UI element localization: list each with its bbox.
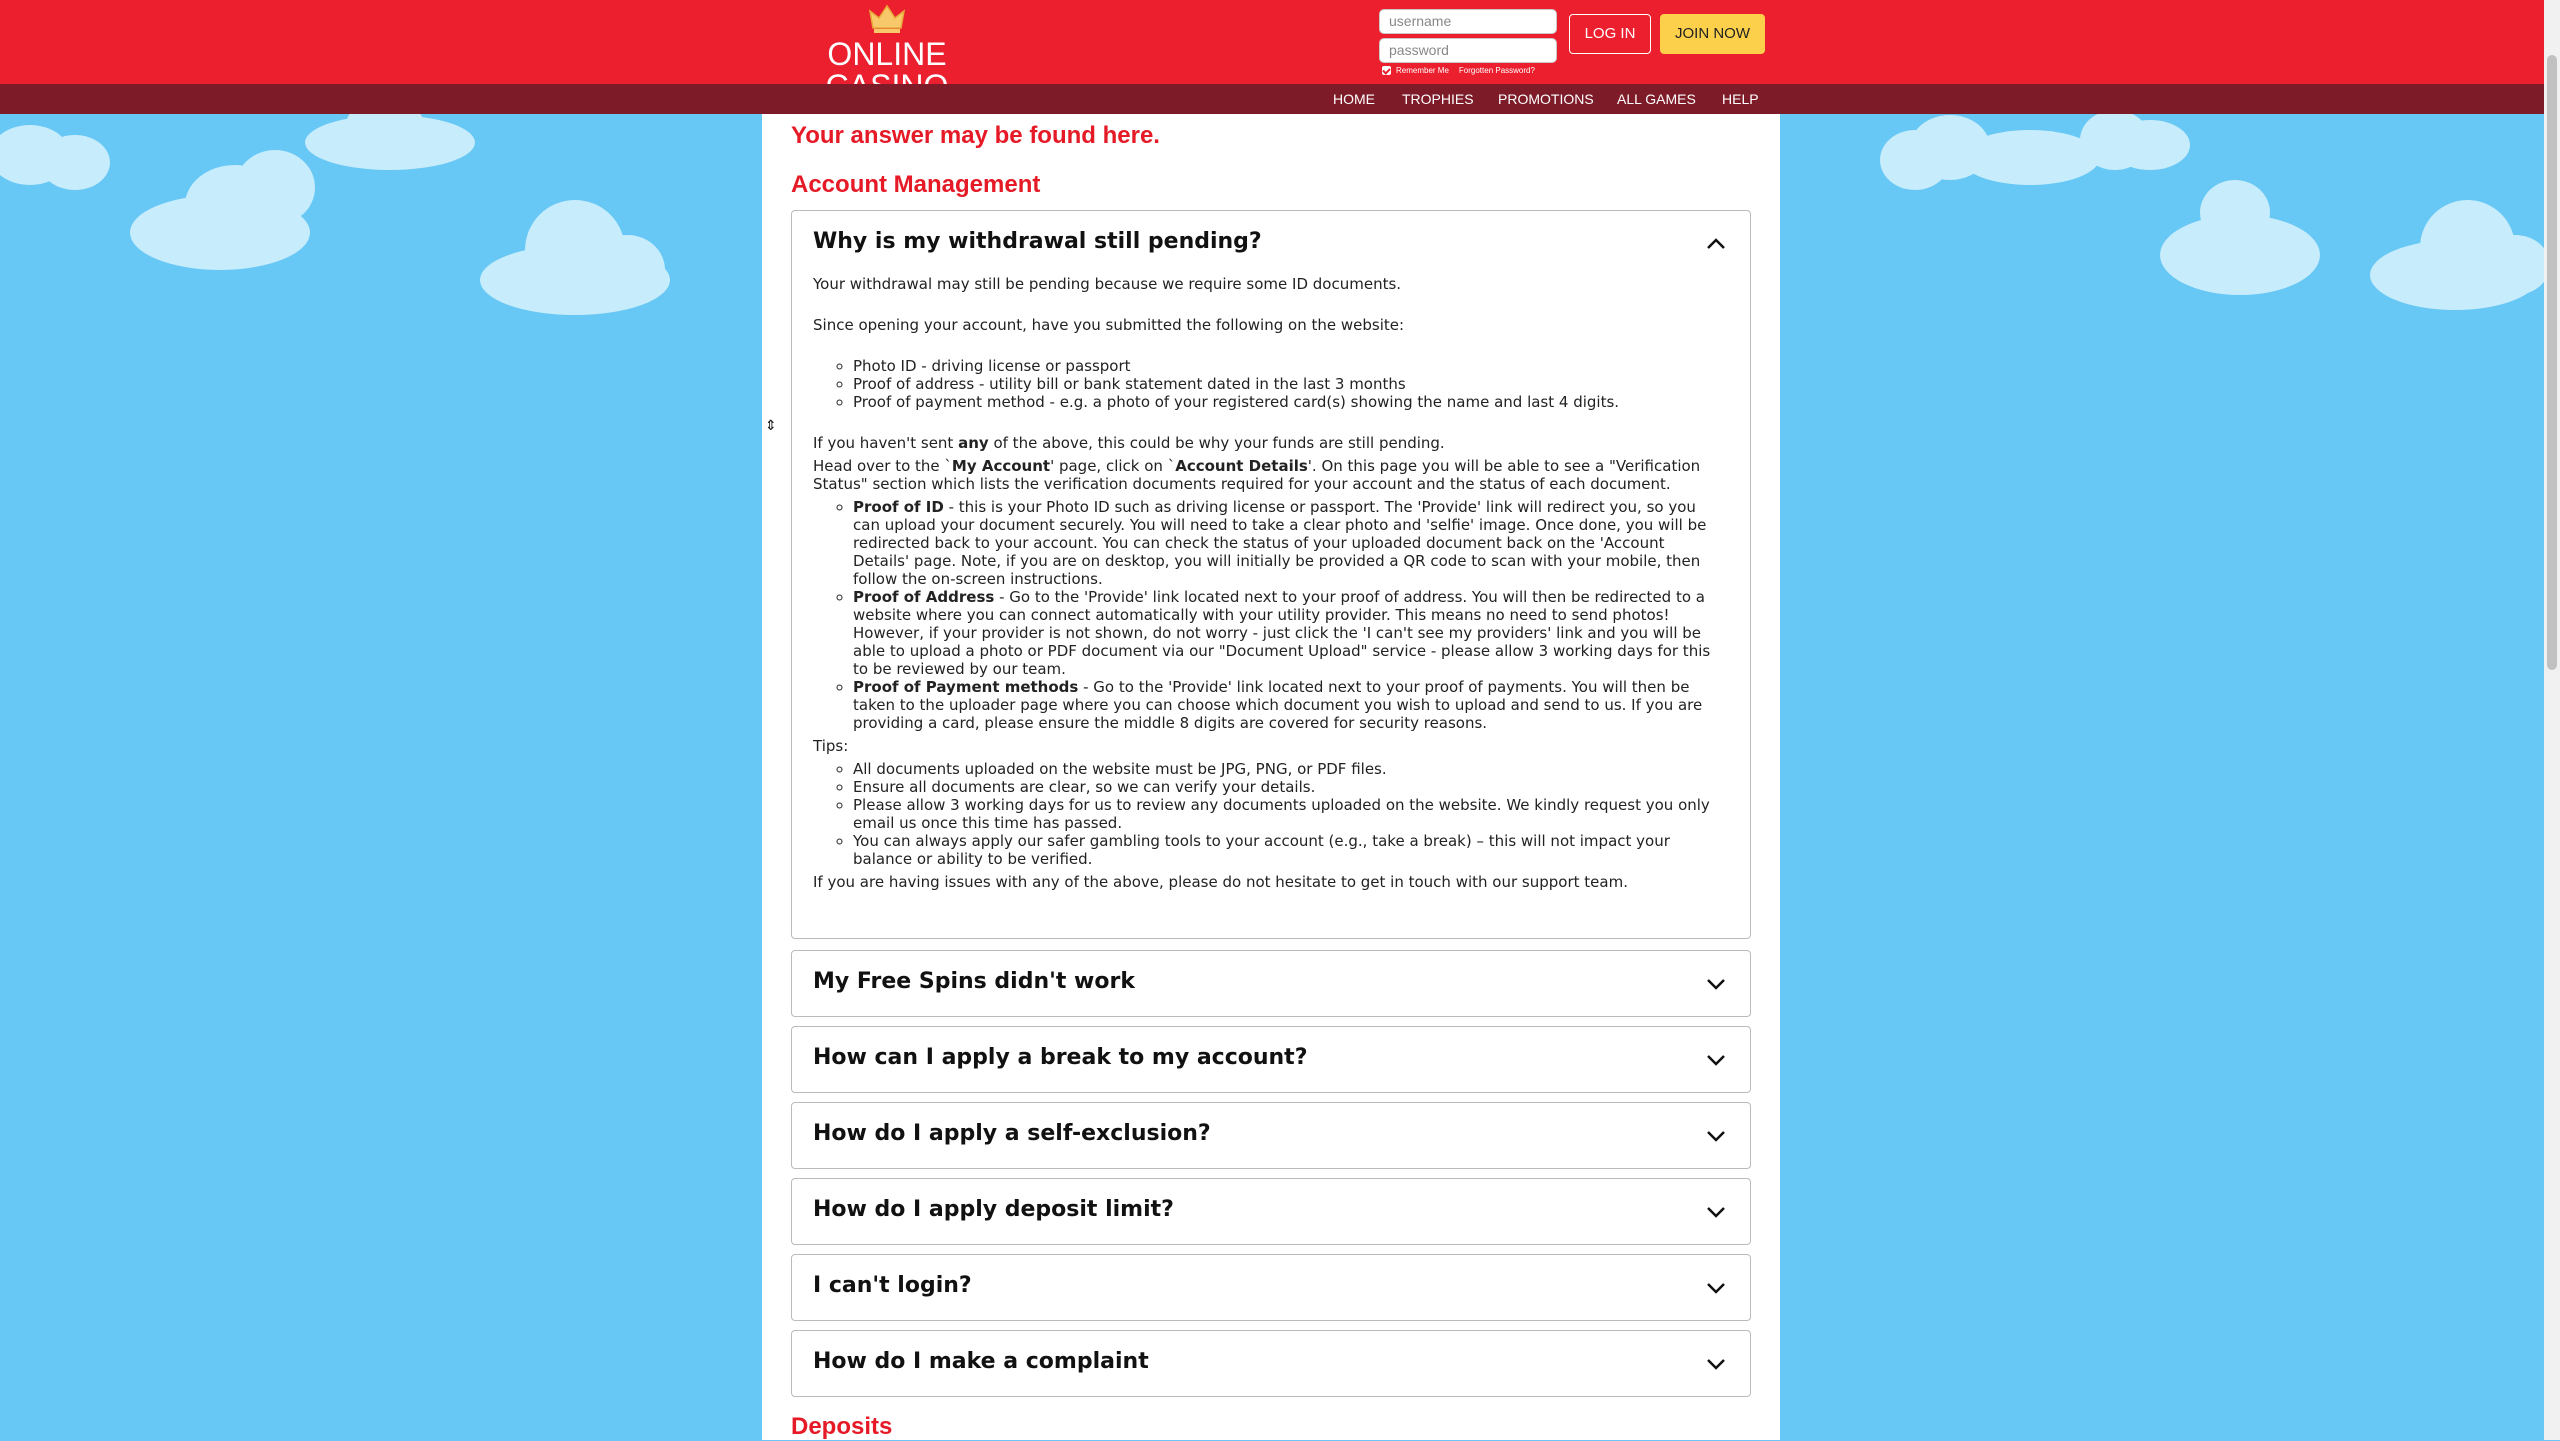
faq-item[interactable] — [791, 1102, 1751, 1169]
answer-paragraph: Your withdrawal may still be pending because we require some ID documents. — [813, 275, 1402, 293]
top-header — [0, 0, 2544, 84]
username-input[interactable]: username — [1379, 9, 1557, 34]
tips-label: Tips: — [813, 737, 849, 755]
tips-list — [813, 760, 1713, 868]
list-item: ◦ Proof of address - utility bill or bank statement dated in the last 3 months — [853, 375, 1713, 393]
my-account-link: My Account — [951, 457, 1051, 475]
list-item: ◦ Proof of ID - this is your Photo ID such as driving license or passport. The 'Provide' link will redirect you, so you can upload your document securely. You will need to take a clear photo and 'selfie' image. Once done, you will be redirected back to your account. You can check the status of your uploaded document back on the 'Account Details' page. Note, if you are on desktop, you will initially be provided a QR code to scan with your mobile, then follow the on-screen instructions. — [853, 498, 1713, 588]
faq-question[interactable]: How can I apply a break to my account? — [813, 1045, 1308, 1070]
remember-me-label: Remember Me — [1396, 66, 1449, 75]
remember-me-checkbox[interactable] — [1382, 66, 1391, 75]
list-item: ◦ Proof of Address - Go to the 'Provide' link located next to your proof of address. You will then be redirected to a website where you can connect automatically with your utility provider. This means no need to send photos! However, if your provider is not shown, do not worry - just click the 'I can't see my providers' link and you will be able to upload a photo or PDF document via our "Document Upload" service - please allow 3 working days for this to be reviewed by our team. — [853, 588, 1713, 678]
list-item: ◦ Proof of payment method - e.g. a photo of your registered card(s) showing the name and last 4 digits. — [853, 393, 1713, 411]
verification-list — [813, 498, 1713, 732]
forgotten-password-link[interactable]: Forgotten Password? — [1458, 66, 1535, 75]
list-item: ◦ Proof of Payment methods - Go to the 'Provide' link located next to your proof of payments. You will then be taken to the uploader page where you can choose which document you wish to upload and send to us. If you are providing a card, please ensure the middle 8 digits are covered for security reasons. — [853, 678, 1713, 732]
faq-item[interactable] — [791, 1254, 1751, 1321]
login-button[interactable]: LOG IN — [1569, 14, 1651, 54]
nav-help[interactable]: HELP — [1722, 91, 1759, 107]
chevron-down-icon[interactable] — [1702, 1198, 1730, 1226]
list-item: ◦ You can always apply our safer gambling tools to your account (e.g., take a break) – this will not impact your balance or ability to be verified. — [853, 832, 1713, 868]
chevron-down-icon[interactable] — [1702, 970, 1730, 998]
answer-paragraph: If you are having issues with any of the above, please do not hesitate to get in touch with our support team. — [813, 873, 1628, 891]
chevron-down-icon[interactable] — [1702, 1274, 1730, 1302]
faq-item[interactable] — [791, 1330, 1751, 1397]
list-item: ◦ Photo ID - driving license or passport — [853, 357, 1713, 375]
answer-paragraph: Since opening your account, have you submitted the following on the website: — [813, 316, 1405, 334]
nav-home[interactable]: HOME — [1333, 91, 1375, 107]
intro-heading: Your answer may be found here. — [791, 122, 1160, 149]
remember-me-row — [1382, 66, 1535, 75]
faq-item[interactable] — [791, 950, 1751, 1017]
list-item: ◦ All documents uploaded on the website must be JPG, PNG, or PDF files. — [853, 760, 1713, 778]
faq-answer — [813, 275, 1713, 891]
scrollbar-thumb[interactable] — [2547, 55, 2557, 670]
resize-cursor-icon: ⇕ — [765, 418, 777, 434]
section-heading-deposits: Deposits — [791, 1413, 893, 1440]
faq-question[interactable]: My Free Spins didn't work — [813, 969, 1135, 994]
faq-item-open — [791, 210, 1751, 939]
list-item: ◦ Ensure all documents are clear, so we can verify your details. — [853, 778, 1713, 796]
chevron-down-icon[interactable] — [1702, 1046, 1730, 1074]
list-item: ◦ Please allow 3 working days for us to review any documents uploaded on the website. We kindly request you only email us once this time has passed. — [853, 796, 1713, 832]
site-logo[interactable] — [782, 2, 992, 80]
password-input[interactable]: password — [1379, 38, 1557, 63]
faq-question[interactable]: Why is my withdrawal still pending? — [813, 229, 1262, 254]
chevron-up-icon[interactable] — [1702, 230, 1730, 258]
nav-promotions[interactable]: PROMOTIONS — [1498, 91, 1594, 107]
faq-question[interactable]: How do I apply a self-exclusion? — [813, 1121, 1211, 1146]
faq-question[interactable]: How do I apply deposit limit? — [813, 1197, 1174, 1222]
nav-all-games[interactable]: ALL GAMES — [1617, 91, 1696, 107]
faq-question[interactable]: I can't login? — [813, 1273, 972, 1298]
chevron-down-icon[interactable] — [1702, 1350, 1730, 1378]
required-docs-list — [813, 357, 1713, 411]
crown-icon — [867, 2, 907, 34]
answer-paragraph: Head over to the `My Account' page, click on `Account Details'. On this page you will be able to see a "Verification Status" section which lists the verification documents required for your account and the status of each document. — [813, 457, 1701, 493]
faq-question[interactable]: How do I make a complaint — [813, 1349, 1149, 1374]
chevron-down-icon[interactable] — [1702, 1122, 1730, 1150]
nav-bar — [0, 84, 2544, 114]
answer-paragraph: If you haven't sent any of the above, this could be why your funds are still pending. — [813, 434, 1445, 452]
section-heading-account-management: Account Management — [791, 171, 1041, 198]
logo-name: ONLINE — [827, 36, 947, 72]
join-now-button[interactable]: JOIN NOW — [1660, 14, 1765, 54]
nav-trophies[interactable]: TROPHIES — [1402, 91, 1474, 107]
faq-item[interactable] — [791, 1178, 1751, 1245]
faq-item[interactable] — [791, 1026, 1751, 1093]
account-details-link: Account Details — [1175, 457, 1308, 475]
